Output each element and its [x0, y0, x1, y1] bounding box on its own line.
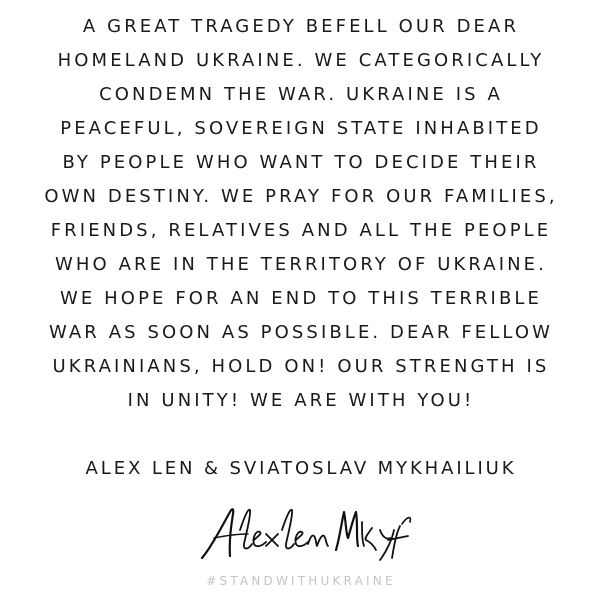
- statement-line: WAR AS SOON AS POSSIBLE. DEAR FELLOW: [48, 322, 554, 343]
- statement-line: IN UNITY! WE ARE WITH YOU!: [127, 390, 475, 411]
- statement-line: FRIENDS, RELATIVES AND ALL THE PEOPLE: [50, 220, 552, 241]
- statement-line: A GREAT TRAGEDY BEFELL OUR DEAR: [82, 16, 520, 37]
- statement-line: HOMELAND UKRAINE. WE CATEGORICALLY: [57, 50, 545, 71]
- statement-line: UKRAINIANS, HOLD ON! OUR STRENGTH IS: [52, 356, 550, 377]
- handwritten-signature: [196, 500, 416, 562]
- statement-line: OWN DESTINY. WE PRAY FOR OUR FAMILIES,: [44, 186, 558, 207]
- statement-line: WE HOPE FOR AN END TO THIS TERRIBLE: [59, 288, 543, 309]
- statement-text: [0, 10, 602, 418]
- statement-line: CONDEMN THE WAR. UKRAINE IS A: [99, 84, 503, 105]
- authors-names: ALEX LEN & SVIATOSLAV MYKHAILIUK: [85, 458, 517, 479]
- hashtag-stand-with-ukraine: #STANDWITHUKRAINE: [206, 574, 396, 588]
- statement-line: PEACEFUL, SOVEREIGN STATE INHABITED: [60, 118, 542, 139]
- statement-line: BY PEOPLE WHO WANT TO DECIDE THEIR: [62, 152, 540, 173]
- statement-line: WHO ARE IN THE TERRITORY OF UKRAINE.: [55, 254, 547, 275]
